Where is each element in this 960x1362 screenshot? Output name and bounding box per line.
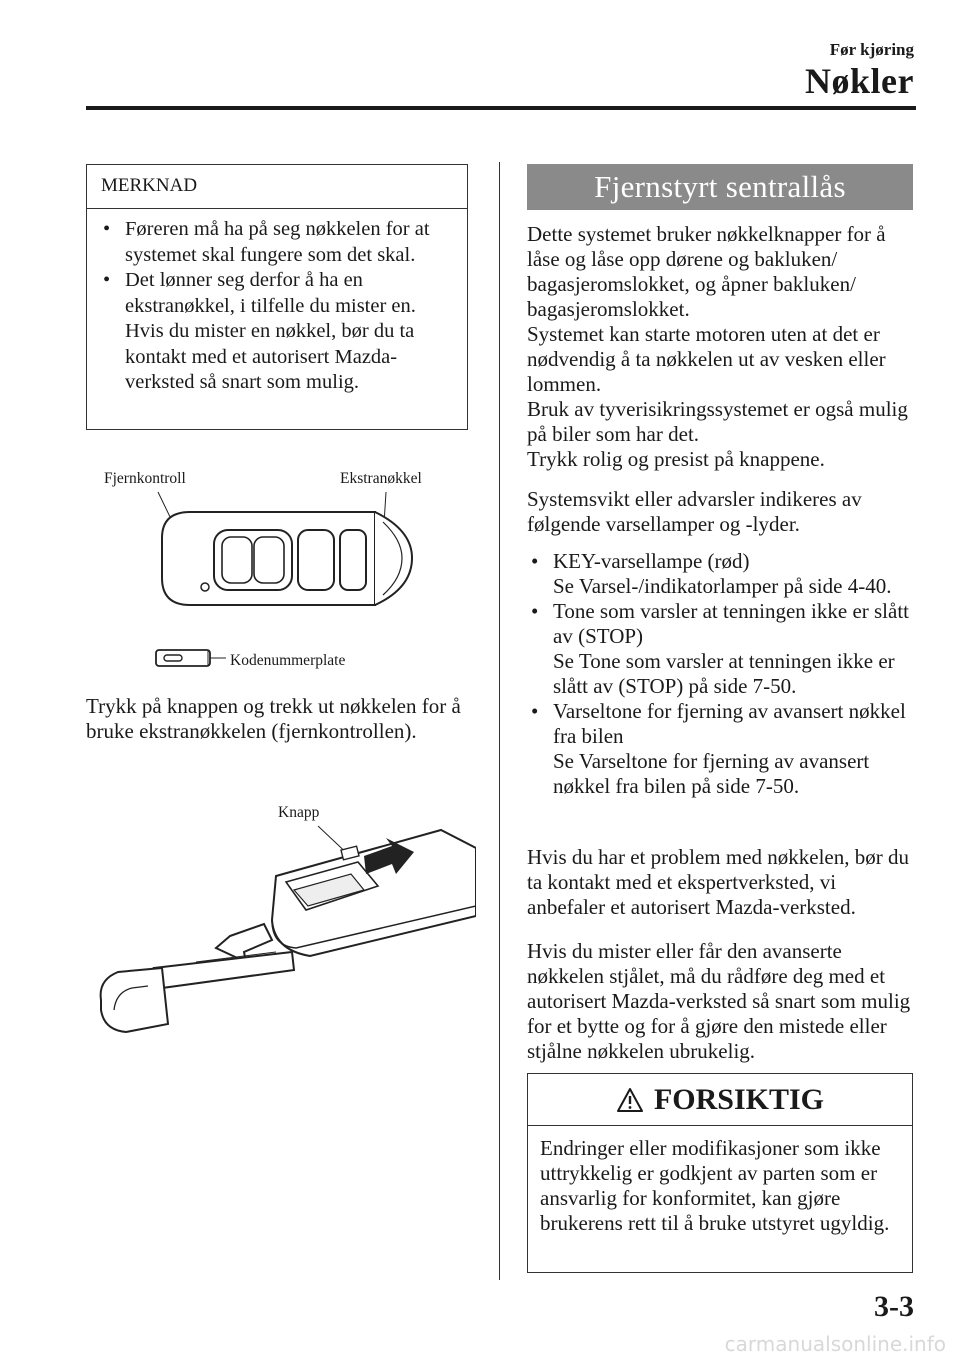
list-item (527, 549, 917, 599)
list-item-title: • Varseltone for fjerning av avansert nøkkel fra bilen (553, 699, 906, 748)
label-button: Knapp (278, 804, 320, 821)
caution-title: FORSIKTIG (653, 1082, 825, 1116)
list-item-title: • Tone som varsler at tenningen ikke er slått av (STOP) (553, 599, 910, 648)
list-item-title: • KEY-varsellampe (rød) (553, 549, 750, 573)
left-instruction: Trykk på knappen og trekk ut nøkkelen for å bruke ekstranøkkelen (fjernkontrollen). (86, 694, 461, 743)
note-heading: MERKNAD (87, 165, 467, 209)
paragraph: Bruk av tyverisikringssystemet er også mulig på biler som har det. (527, 397, 908, 446)
warning-triangle-icon (616, 1087, 644, 1113)
list-item-ref: Se Varsel-/indikatorlamper på side 4-40. (553, 574, 892, 598)
page-number: 3-3 (874, 1290, 914, 1323)
list-item-ref: Se Varseltone for fjerning av avansert nøkkel fra bilen på side 7-50. (553, 749, 870, 798)
label-remote: Fjernkontroll (104, 470, 186, 487)
note-item: • Føreren må ha på seg nøkkelen for at systemet skal fungere som det skal. (101, 217, 457, 268)
caution-box (527, 1073, 913, 1273)
list-item (527, 699, 917, 799)
page-title: Nøkler (805, 61, 914, 101)
paragraph: Systemsvikt eller advarsler indikeres av følgende varsellamper og -lyder. (527, 487, 862, 536)
watermark: carmanualsonline.info (724, 1332, 946, 1356)
label-spare-key: Ekstranøkkel (340, 470, 422, 487)
caution-heading (528, 1074, 912, 1126)
note-item: • Det lønner seg derfor å ha en ekstranøkkel, i tilfelle du mister en. Hvis du mister en nøkkel, bør du ta kontakt med et autorisert Mazda-verksted så snart som mulig. (101, 268, 457, 396)
label-code-plate: Kodenummerplate (230, 652, 346, 669)
list-item-ref: Se Tone som varsler at tenningen ikke er slått av (STOP) på side 7-50. (553, 649, 895, 698)
key-release-illustration (96, 820, 476, 1052)
caution-text: Endringer eller modifikasjoner som ikke uttrykkelig er godkjent av parten som er ansvarlig for konformitet, kan gjøre brukerens rett til å bruke utstyret ugyldig. (540, 1136, 890, 1235)
paragraph: Hvis du har et problem med nøkkelen, bør du ta kontakt med et ekspertverksted, vi anbefaler et autorisert Mazda-verksted. (527, 845, 909, 919)
paragraph: Trykk rolig og presist på knappene. (527, 447, 825, 471)
paragraph: Hvis du mister eller får den avanserte nøkkelen stjålet, må du rådføre deg med et autorisert Mazda-verksted så snart som mulig for et bytte og for å gjøre den mistede eller stjålne nøkkelen ubrukelig. (527, 939, 911, 1063)
key-fob-illustration (150, 490, 420, 670)
section-banner: Fjernstyrt sentrallås (527, 164, 913, 210)
paragraph: Systemet kan starte motoren uten at det er nødvendig å ta nøkkelen ut av vesken eller lommen. (527, 322, 886, 396)
note-box (86, 164, 468, 430)
header-rule (86, 106, 916, 110)
warning-list (527, 549, 917, 799)
column-divider (499, 162, 500, 1280)
section-name: Før kjøring (829, 40, 914, 59)
note-list (87, 209, 467, 396)
paragraph: Dette systemet bruker nøkkelknapper for å låse og låse opp dørene og bakluken/ bagasjeromslokket, og åpner bakluken/ bagasjeromslokket. (527, 222, 886, 321)
list-item (527, 599, 917, 699)
